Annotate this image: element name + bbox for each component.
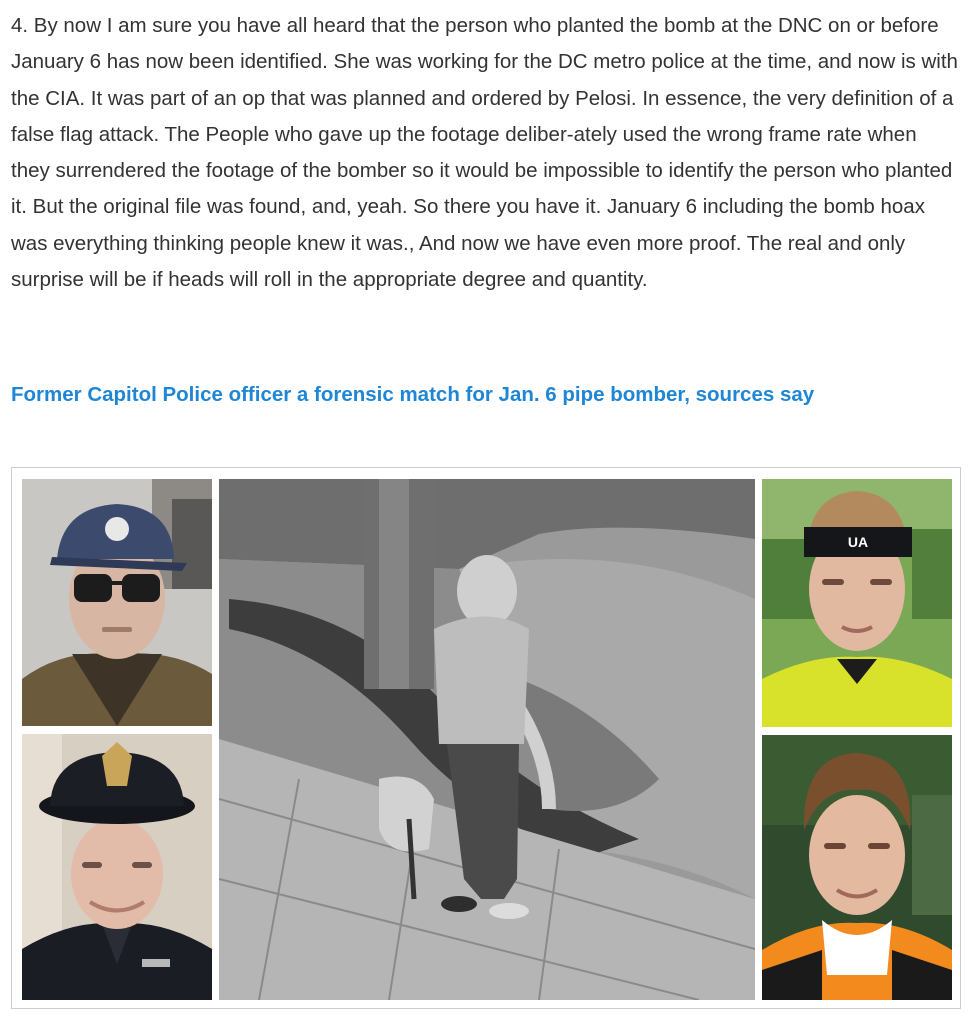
- article-headline-link[interactable]: Former Capitol Police officer a forensic match for Jan. 6 pipe bomber, sources say: [11, 383, 815, 406]
- photo-collage: [11, 467, 961, 1009]
- photo-woman-headband-yellow-jersey: [762, 479, 952, 727]
- svg-text:UA: UA: [847, 534, 869, 550]
- photo-woman-orange-jersey: [762, 735, 952, 1000]
- article-paragraph: 4. By now I am sure you have all heard that the person who planted the bomb at the DNC on or before January 6 has now been identified. She was working for the DC metro police at the time, and now is with the CIA. It was part of an op that was planned and ordered by Pelosi. In essence, the very definition of a false flag attack. The People who gave up the footage deliber-ately used the wrong frame rate when they surrendered the footage of the bomber so it would be impossible to identify the person who planted it. But the original file was found, and, yeah. So there you have it. January 6 including the bomb hoax was everything thinking people knew it was., And now we have even more proof. The real and only surprise will be if heads will roll in the appropriate degree and quantity.: [11, 14, 958, 292]
- photo-surveillance-hooded-figure: [219, 479, 755, 1000]
- photo-woman-cap-sunglasses: [22, 479, 212, 726]
- photo-officer-uniform: [22, 734, 212, 1000]
